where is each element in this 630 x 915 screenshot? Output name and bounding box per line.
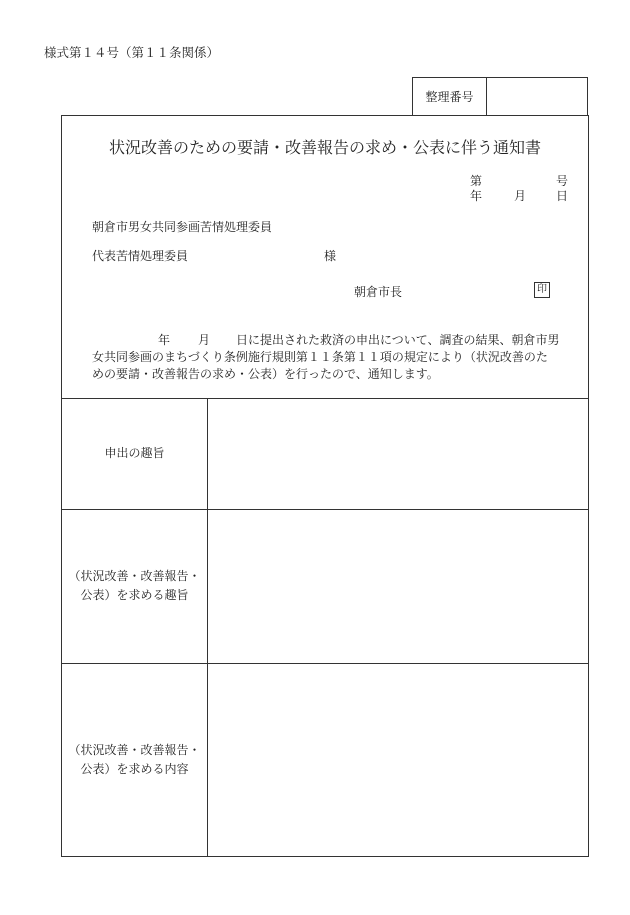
doc-number-suffix: 号	[556, 174, 569, 188]
row-label-text: 申出の趣旨	[104, 446, 165, 460]
row-value-demand-content[interactable]	[208, 664, 588, 856]
row-value-request-purpose[interactable]	[208, 399, 588, 509]
reference-number-field[interactable]	[487, 78, 587, 115]
reference-number-box	[412, 77, 588, 115]
row-value-demand-purpose[interactable]	[208, 510, 588, 663]
row-label-text: （状況改善・改善報告・	[68, 569, 201, 583]
recipient-committee: 朝倉市男女共同参画苦情処理委員	[92, 220, 273, 234]
seal-mark	[534, 281, 550, 298]
row-label-text: 公表）を求める趣旨	[80, 588, 189, 602]
document-title: 状況改善のための要請・改善報告の求め・公表に伴う通知書	[108, 138, 541, 157]
row-label-request-purpose	[62, 398, 207, 509]
recipient-honorific: 様	[324, 249, 337, 263]
body-text-line-1: 日に提出された救済の申出について、調査の結果、朝倉市男	[236, 333, 560, 347]
reference-number-label: 整理番号	[413, 78, 487, 115]
row-label-text: （状況改善・改善報告・	[68, 742, 201, 757]
date-year: 年	[470, 189, 483, 203]
body-date-year: 年	[158, 333, 171, 347]
form-frame	[61, 115, 589, 857]
form-number: 様式第１４号（第１１条関係）	[44, 45, 220, 60]
row-label-text: 公表）を求める内容	[80, 761, 189, 776]
body-text-line-2: 女共同参画のまちづくり条例施行規則第１１条第１１項の規定により（状況改善のた	[92, 350, 548, 364]
row-label-demand-purpose	[62, 509, 207, 663]
sender-title: 朝倉市長	[354, 285, 403, 299]
date-day: 日	[556, 189, 569, 203]
doc-number-prefix: 第	[470, 174, 483, 188]
body-date-month: 月	[198, 333, 211, 347]
body-text-line-3: めの要請・改善報告の求め・公表）を行ったので、通知します。	[92, 367, 439, 381]
seal-icon: 印	[534, 282, 550, 298]
row-label-demand-content	[62, 663, 207, 856]
date-month: 月	[514, 189, 527, 203]
body-text	[92, 332, 564, 383]
recipient-representative: 代表苦情処理委員	[92, 249, 189, 263]
